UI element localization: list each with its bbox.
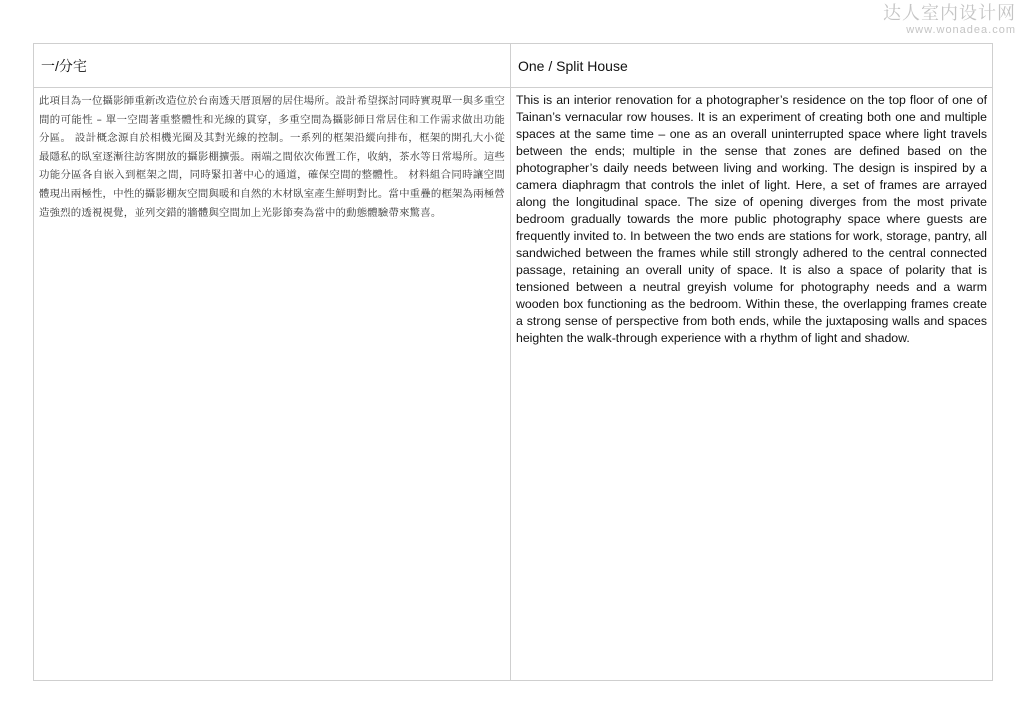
bilingual-table	[33, 43, 993, 681]
watermark	[883, 4, 1016, 36]
right-body-cell	[511, 88, 992, 680]
right-heading: One / Split House	[518, 57, 628, 74]
left-body-cell	[34, 88, 511, 680]
chinese-description: 此項目為一位攝影師重新改造位於台南透天厝頂層的居住場所。設計希望探討同時實現單一與多重空間的可能性 – 單一空間著重整體性和光線的貫穿，多重空間為攝影師日常居住和工作需求做出功能分區。 設計概念源自於相機光圈及其對光線的控制。一系列的框架沿縱向排布，框架的開孔大小從最隱私的臥室逐漸往訪客開放的攝影棚擴張。兩端之間依次佈置工作，收納，茶水等日常場所。這些功能分區各自嵌入到框架之間，同時緊扣著中心的通道，確保空間的整體性。 材料組合同時讓空間體現出兩極性，中性的攝影棚灰空間與暖和自然的木材臥室產生鮮明對比。當中重疊的框架為兩極營造強烈的透視視覺，並列交錯的牆體與空間加上光影節奏為當中的動態體驗帶來驚喜。	[39, 95, 505, 219]
english-description: This is an interior renovation for a photographer’s residence on the top floor of one of Tainan’s vernacular row houses. It is an experiment of creating both one and multiple spaces at the same time – one as an overall uninterrupted space where light travels between the ends; multiple in the sense that zones are defined based on the photographer’s daily needs between living and working. The design is inspired by a camera diaphragm that controls the inlet of light. Here, a set of frames are arrayed along the longitudinal space. The size of opening diverges from the most private bedroom gradually towards the more public photography space where guests are frequently invited to. In between the two ends are stations for work, storage, pantry, all sandwiched between the frames while still strongly adhered to the central connected passage, retaining an overall unity of space. It is also a space of polarity that is tensioned between a neutral greyish volume for photography needs and a warm wooden box functioning as the bedroom. Within these, the overlapping frames create a strong sense of perspective from both ends, while the juxtaposing walls and spaces heighten the walk-through experience with a rhythm of light and shadow.	[516, 93, 987, 345]
left-heading: 一/分宅	[41, 57, 87, 74]
watermark-name: 达人室内设计网	[883, 3, 1016, 24]
left-heading-cell	[34, 44, 511, 88]
right-heading-cell	[511, 44, 992, 88]
watermark-url: www.wonadea.com	[906, 23, 1016, 36]
